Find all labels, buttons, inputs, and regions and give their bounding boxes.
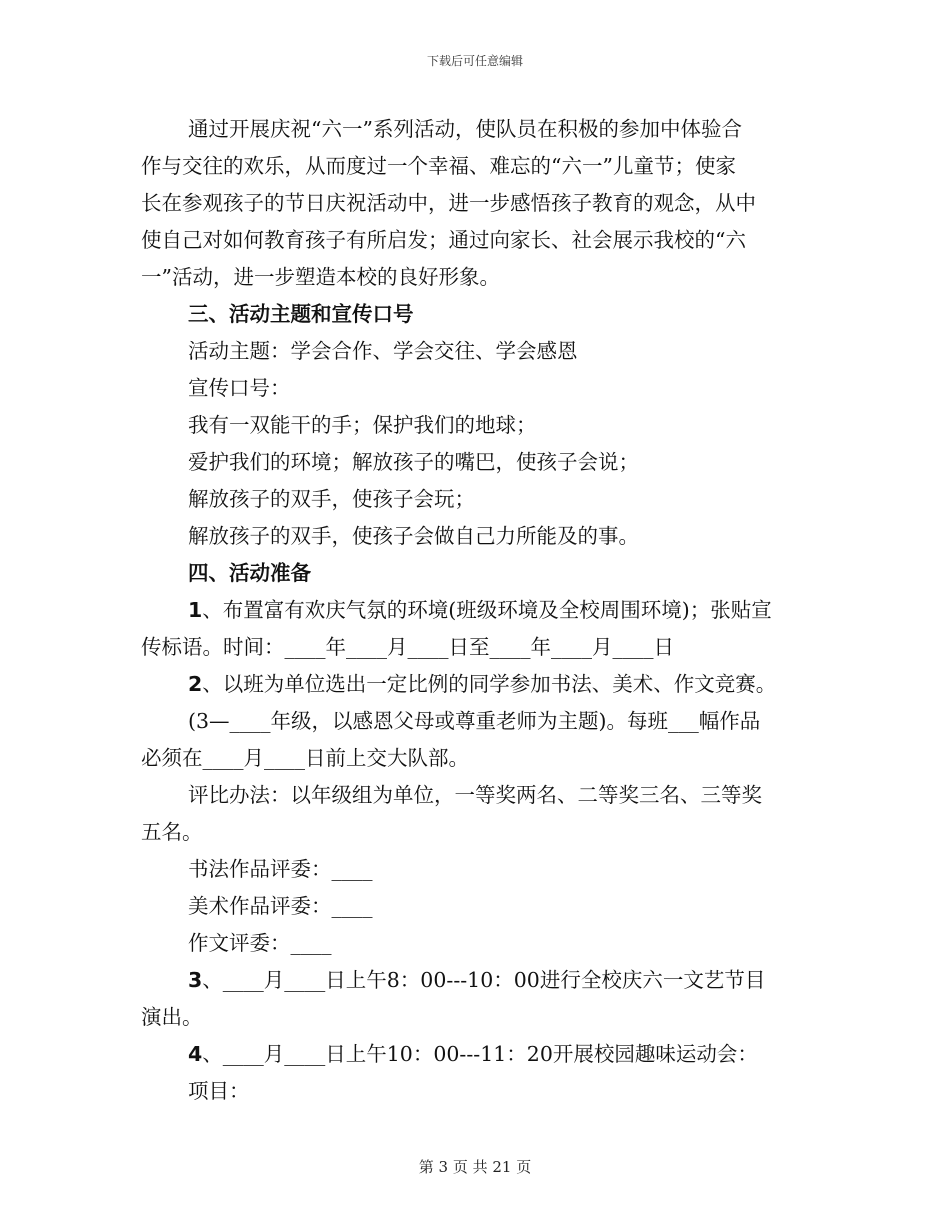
document-body — [141, 111, 811, 1110]
judging-line-2: 五名。 — [141, 820, 203, 844]
page-header: 下载后可任意编辑 — [426, 54, 523, 68]
intro-line-4: 使自己对如何教育孩子有所启发；通过向家长、社会展示我校的“六 — [141, 228, 746, 252]
intro-line-1: 通过开展庆祝“六一”系列活动，使队员在积极的参加中体验合 — [188, 117, 742, 141]
slogan-3: 解放孩子的双手，使孩子会玩； — [188, 487, 475, 511]
item-3-line-1 — [141, 962, 811, 999]
item-3-number: 3 — [188, 968, 203, 992]
item-1-number: 1 — [188, 598, 203, 622]
slogan-2: 爱护我们的环境；解放孩子的嘴巴，使孩子会说； — [188, 450, 639, 474]
slogan-1: 我有一双能干的手；保护我们的地球； — [188, 413, 537, 437]
slogan-label: 宣传口号： — [188, 376, 291, 400]
item-4-text: 、____月____日上午10：00---11：20开展校园趣味运动会： — [202, 1042, 758, 1066]
item-3-text: 、____月____日上午8：00---10：00进行全校庆六一文艺节目 — [202, 968, 766, 992]
item-4-number: 4 — [188, 1042, 203, 1066]
item-2-line-2: (3—____年级，以感恩父母或尊重老师为主题)。每班___幅作品 — [188, 709, 761, 733]
intro-line-3: 长在参观孩子的节日庆祝活动中，进一步感悟孩子教育的观念，从中 — [141, 191, 756, 215]
intro-line-5: 一”活动，进一步塑造本校的良好形象。 — [141, 265, 500, 289]
judge-calligraphy: 书法作品评委：____ — [188, 857, 373, 881]
section-3-heading: 三、活动主题和宣传口号 — [188, 302, 414, 326]
intro-line-2: 作与交往的欢乐，从而度过一个幸福、难忘的“六一”儿童节；使家 — [141, 154, 736, 178]
item-3-line-2: 演出。 — [141, 1005, 203, 1029]
page-footer: 第 3 页 共 21 页 — [418, 1158, 532, 1176]
item-1-line-1 — [141, 592, 811, 629]
item-2-line-3: 必须在____月____日前上交大队部。 — [141, 746, 469, 770]
item-2-number: 2 — [188, 672, 203, 696]
item-2-text: 、以班为单位选出一定比例的同学参加书法、美术、作文竞赛。 — [202, 672, 777, 696]
judge-essay: 作文评委：____ — [188, 931, 332, 955]
item-1-text: 、布置富有欢庆气氛的环境(班级环境及全校周围环境)；张贴宣 — [202, 598, 772, 622]
item-1-line-2: 传标语。时间：____年____月____日至____年____月____日 — [141, 635, 674, 659]
item-2-line-1 — [141, 666, 811, 703]
section-4-heading: 四、活动准备 — [188, 561, 311, 585]
judging-line-1: 评比办法：以年级组为单位，一等奖两名、二等奖三名、三等奖 — [188, 783, 762, 807]
item-4-line-2: 项目： — [188, 1079, 250, 1103]
item-4-line-1 — [141, 1036, 811, 1073]
judge-art: 美术作品评委：____ — [188, 894, 373, 918]
activity-theme: 活动主题：学会合作、学会交往、学会感恩 — [188, 339, 578, 363]
slogan-4: 解放孩子的双手，使孩子会做自己力所能及的事。 — [188, 524, 639, 548]
